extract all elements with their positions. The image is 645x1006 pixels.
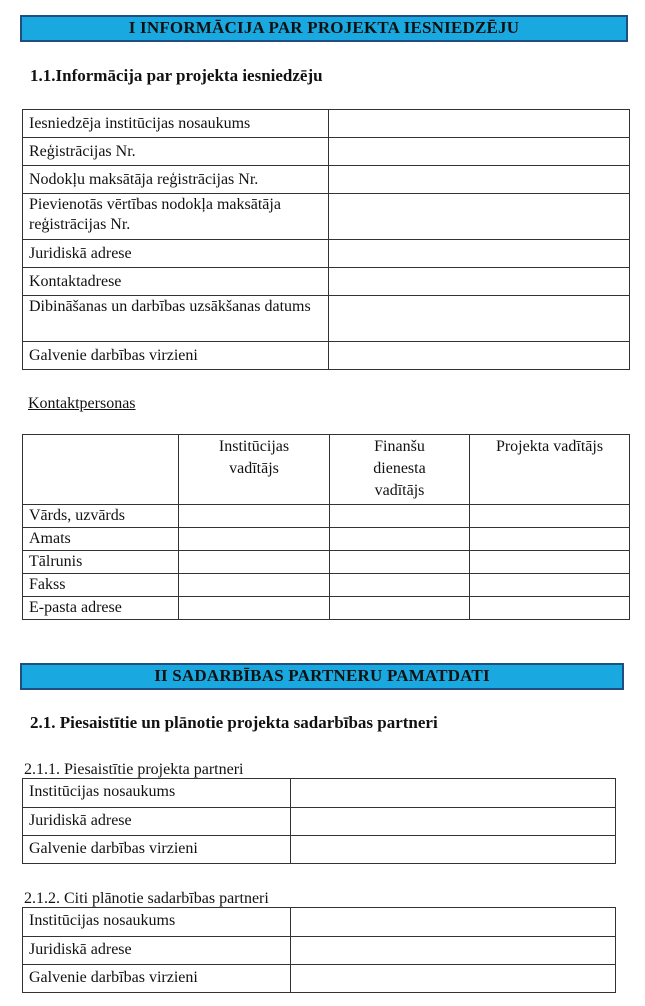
section1-banner (20, 15, 628, 42)
table-row (23, 194, 630, 240)
contacts-cell[interactable] (179, 574, 330, 597)
partner-field-label: Galvenie darbības virzieni (23, 965, 291, 993)
partner-field-label: Institūcijas nosaukums (23, 908, 291, 937)
table-row (23, 551, 630, 574)
table-row (23, 965, 616, 993)
sub2-title: 2.1.2. Citi plānotie sadarbības partneri (24, 890, 269, 907)
table-header-row (23, 435, 630, 505)
section2-banner-text: II SADARBĪBAS PARTNERU PAMATDATI (154, 666, 490, 685)
field-label: Juridiskā adrese (23, 240, 329, 268)
contacts-row-label: E-pasta adrese (23, 597, 179, 620)
contacts-row-label: Fakss (23, 574, 179, 597)
applicant-info-table (22, 109, 630, 370)
table-row (23, 528, 630, 551)
contacts-row-label: Amats (23, 528, 179, 551)
table-row (23, 342, 630, 370)
contacts-cell[interactable] (470, 505, 630, 528)
contacts-cell[interactable] (179, 528, 330, 551)
table-row (23, 268, 630, 296)
contacts-header-project-manager: Projekta vadītājs (470, 435, 630, 505)
partner-field-value[interactable] (291, 836, 616, 864)
table-row (23, 296, 630, 342)
section2-banner (20, 663, 624, 690)
contacts-cell[interactable] (179, 551, 330, 574)
table-row (23, 937, 616, 965)
contacts-cell[interactable] (179, 597, 330, 620)
field-value-cell[interactable] (329, 194, 630, 240)
contacts-cell[interactable] (470, 551, 630, 574)
section1-heading: 1.1.Informācija par projekta iesniedzēju (30, 66, 323, 85)
table-row (23, 240, 630, 268)
section2-heading: 2.1. Piesaistītie un plānotie projekta sadarbības partneri (30, 713, 438, 732)
contacts-header-director: Institūcijas vadītājs (179, 435, 330, 505)
contacts-cell[interactable] (470, 597, 630, 620)
contacts-header-finance: Finanšu dienesta vadītājs (330, 435, 470, 505)
field-label: Dibināšanas un darbības uzsākšanas datums (23, 296, 329, 342)
table-row (23, 597, 630, 620)
field-label: Galvenie darbības virzieni (23, 342, 329, 370)
partner-field-label: Juridiskā adrese (23, 808, 291, 836)
partner-field-value[interactable] (291, 908, 616, 937)
partner-field-label: Galvenie darbības virzieni (23, 836, 291, 864)
partner-field-label: Institūcijas nosaukums (23, 779, 291, 808)
table-row (23, 836, 616, 864)
planned-partners-table (22, 907, 616, 993)
contacts-cell[interactable] (470, 528, 630, 551)
partner-field-value[interactable] (291, 808, 616, 836)
table-row (23, 779, 616, 808)
table-row (23, 505, 630, 528)
field-value-cell[interactable] (329, 138, 630, 166)
table-row (23, 166, 630, 194)
field-value-cell[interactable] (329, 296, 630, 342)
contacts-table (22, 434, 630, 620)
contacts-cell[interactable] (330, 551, 470, 574)
contacts-cell[interactable] (330, 574, 470, 597)
field-label: Iesniedzēja institūcijas nosaukums (23, 110, 329, 138)
field-label: Pievienotās vērtības nodokļa maksātāja reģistrācijas Nr. (23, 194, 329, 240)
field-value-cell[interactable] (329, 342, 630, 370)
partner-field-value[interactable] (291, 779, 616, 808)
partner-field-value[interactable] (291, 937, 616, 965)
contacts-row-label: Vārds, uzvārds (23, 505, 179, 528)
contacts-row-label: Tālrunis (23, 551, 179, 574)
field-label: Nodokļu maksātāja reģistrācijas Nr. (23, 166, 329, 194)
field-value-cell[interactable] (329, 240, 630, 268)
contacts-title: Kontaktpersonas (28, 395, 136, 412)
field-label: Kontaktadrese (23, 268, 329, 296)
partner-field-label: Juridiskā adrese (23, 937, 291, 965)
contacts-cell[interactable] (330, 597, 470, 620)
partner-field-value[interactable] (291, 965, 616, 993)
sub1-title: 2.1.1. Piesaistītie projekta partneri (24, 761, 244, 778)
field-value-cell[interactable] (329, 110, 630, 138)
table-row (23, 808, 616, 836)
table-row (23, 574, 630, 597)
table-row (23, 110, 630, 138)
attracted-partners-table (22, 778, 616, 864)
section1-banner-text: I INFORMĀCIJA PAR PROJEKTA IESNIEDZĒJU (128, 18, 520, 37)
table-row (23, 908, 616, 937)
contacts-cell[interactable] (330, 505, 470, 528)
field-value-cell[interactable] (329, 166, 630, 194)
table-row (23, 138, 630, 166)
field-value-cell[interactable] (329, 268, 630, 296)
contacts-header-empty (23, 435, 179, 505)
contacts-cell[interactable] (179, 505, 330, 528)
field-label: Reģistrācijas Nr. (23, 138, 329, 166)
contacts-cell[interactable] (330, 528, 470, 551)
contacts-cell[interactable] (470, 574, 630, 597)
